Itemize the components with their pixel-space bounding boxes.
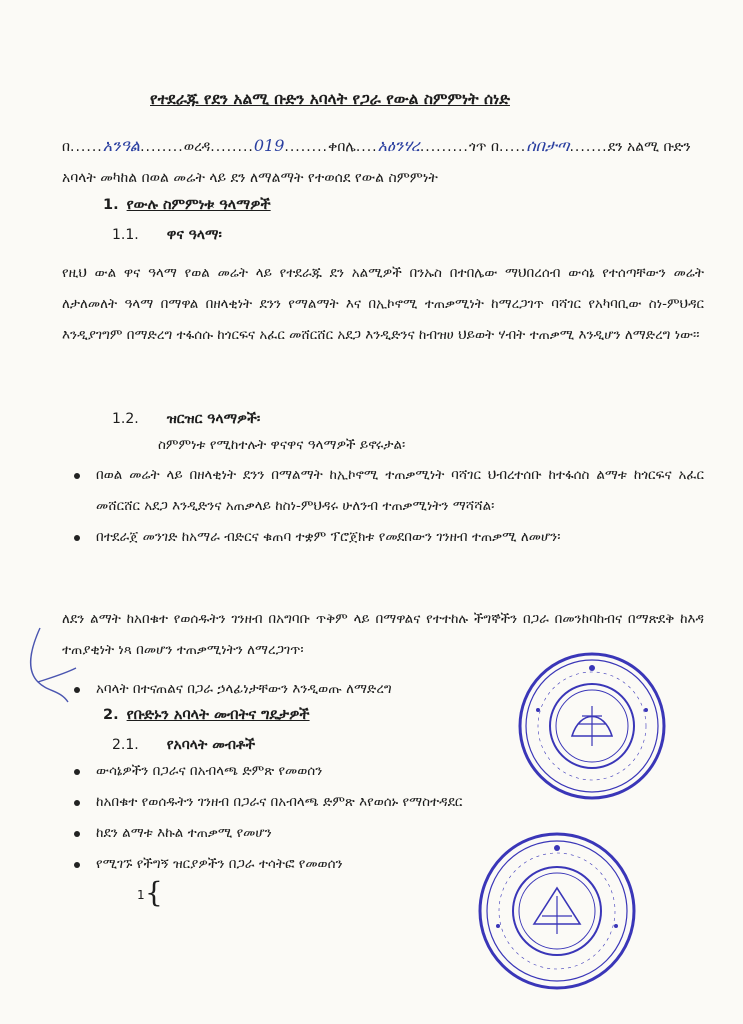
subsection-1-1-heading <box>112 227 222 243</box>
section-2-heading <box>103 707 310 723</box>
handwritten-woreda: 019 <box>253 136 285 155</box>
official-stamp-upper <box>516 650 668 802</box>
list-item: ከደን ልማቱ እኩል ተጠቃሚ የመሆን <box>62 818 502 849</box>
handwritten-region: አንዓል <box>102 136 141 155</box>
list-item: ውሳኔዎችን በጋራና በአብላጫ ድምጽ የመወሰን <box>62 756 502 787</box>
objectives-list <box>62 460 704 553</box>
document-title: የተደራጁ የደን አልሚ ቡድን አባላት የጋራ የውል ስምምነት ሰነድ <box>150 90 510 108</box>
fill-line-2: አባላት መካከል በወል መሬት ላይ ደን ለማልማት የተወሰደ የውል ስምምነት <box>62 170 438 186</box>
margin-pen-mark <box>20 620 90 710</box>
handwritten-got: ሰበታጣ <box>526 136 570 155</box>
detailed-objectives-intro: ስምምነቱ የሚከተሉት ዋናዋና ዓላማዎች ይኖሩታል፡ <box>158 437 406 453</box>
member-rights-list <box>62 756 502 880</box>
page-number: 1 <box>137 888 145 902</box>
subsection-2-1-heading <box>112 737 255 753</box>
header-fill-line: በ......አንዓል........ወረዳ........019........ቀበሌ....አዕንሃረ.........ጎጥ በ.....ሰበታጣ.......ደን አልሚ ቡድን አባላት መካከል በወል መሬት ላይ ደን ለማልማት የተወሰደ የውል ስምምነት <box>62 136 691 186</box>
repayment-paragraph: ለደን ልማት ከአበቁተ የወሰዱትን ገንዘብ በአግባቡ ጥቅም ላይ በማዋልና የተተከሉ ችግኞችን በጋራ በመንከባከብና በማጽደቅ ከእዳ ተጠያቂነት ነጻ በመሆን ተጠቃሚነትን ለማረጋገጥ፡ <box>62 611 704 658</box>
subsection-2-1-title: የአባላት መብቶች <box>166 737 256 753</box>
subsection-2-1-number: 2.1. <box>112 737 139 753</box>
signature-brace: { <box>145 876 163 909</box>
list-item: አባላት በተናጠልና በጋራ ኃላፊነታቸውን እንዲወጡ ለማድረግ <box>62 674 522 705</box>
main-objective-paragraph: የዚህ ውል ዋና ዓላማ የወል መሬት ላይ የተደራጁ ደን አልሚዎች በንኡስ በተበሌው ማህበረሰብ ውሳኔ የተሰጣቸውን መሬት ለታለመለት ዓላማ በማዋል በዘላቂነት ደንን የማልማት እና በኢኮኖሚ ተጠቃሚነት ከማረጋገጥ ባሻገር የአካባቢው ስነ-ምህዳር እንዲያገግም በማድረግ ተፋሰሱ ከጎርፍና አፈር መሸርሸር አደጋ እንዲድንና ከብዝሀ ህይወት ሃብት ተጠቃሚ እንዲሆን ለማድረግ ነው፡፡ <box>62 265 704 343</box>
section-1-title: የውሉ ስምምነቱ ዓላማዎች <box>126 197 271 213</box>
subsection-1-1-title: ዋና ዓላማ፡ <box>166 227 222 243</box>
section-2-number: 2. <box>103 707 119 723</box>
woreda-label: ወረዳ <box>183 139 211 155</box>
fill-suffix: ደን አልሚ ቡድን <box>607 139 691 155</box>
subsection-1-1-number: 1.1. <box>112 227 139 243</box>
handwritten-kebele: አዕንሃረ <box>377 136 420 155</box>
subsection-1-2-heading <box>112 411 260 427</box>
list-item: በተደራጀ መንገድ ከአማራ ብድርና ቁጠባ ተቋም ፕሮጀክቱ የመደበውን ገንዘብ ተጠቃሚ ለመሆን፡ <box>62 522 704 553</box>
official-stamp-lower <box>476 830 638 992</box>
list-item: በወል መሬት ላይ በዘላቂነት ደንን በማልማት ከኢኮኖሚ ተጠቃሚነት ባሻገር ህብረተሰቡ ከተፋሰስ ልማቱ ከጎርፍና አፈር መሸርሸር አደጋ እንዲድንና አጠቃላይ ከስነ-ምህዳሩ ሁለንብ ተጠቃሚነትን ማሻሻል፡ <box>62 460 704 522</box>
list-item: ከአበቁተ የወሰዱትን ገንዘብ በጋራና በአብላጫ ድምጽ እየወሰኑ የማስተዳደር <box>62 787 502 818</box>
fill-prefix: በ <box>62 139 71 155</box>
got-label: ጎጥ በ <box>468 139 499 155</box>
section-1-heading <box>103 197 271 213</box>
responsibility-list <box>62 674 522 705</box>
section-1-number: 1. <box>103 197 119 213</box>
kebele-label: ቀበሌ <box>328 139 356 155</box>
section-2-title: የቡድኑን አባላት መብትና ግዴታዎች <box>126 707 310 723</box>
subsection-1-2-title: ዝርዝር ዓላማዎች፡ <box>166 411 261 427</box>
subsection-1-2-number: 1.2. <box>112 411 139 427</box>
list-item: የሚገኙ የችግኝ ዝርያዎችን በጋራ ተሳትፎ የመወሰን <box>62 849 502 880</box>
